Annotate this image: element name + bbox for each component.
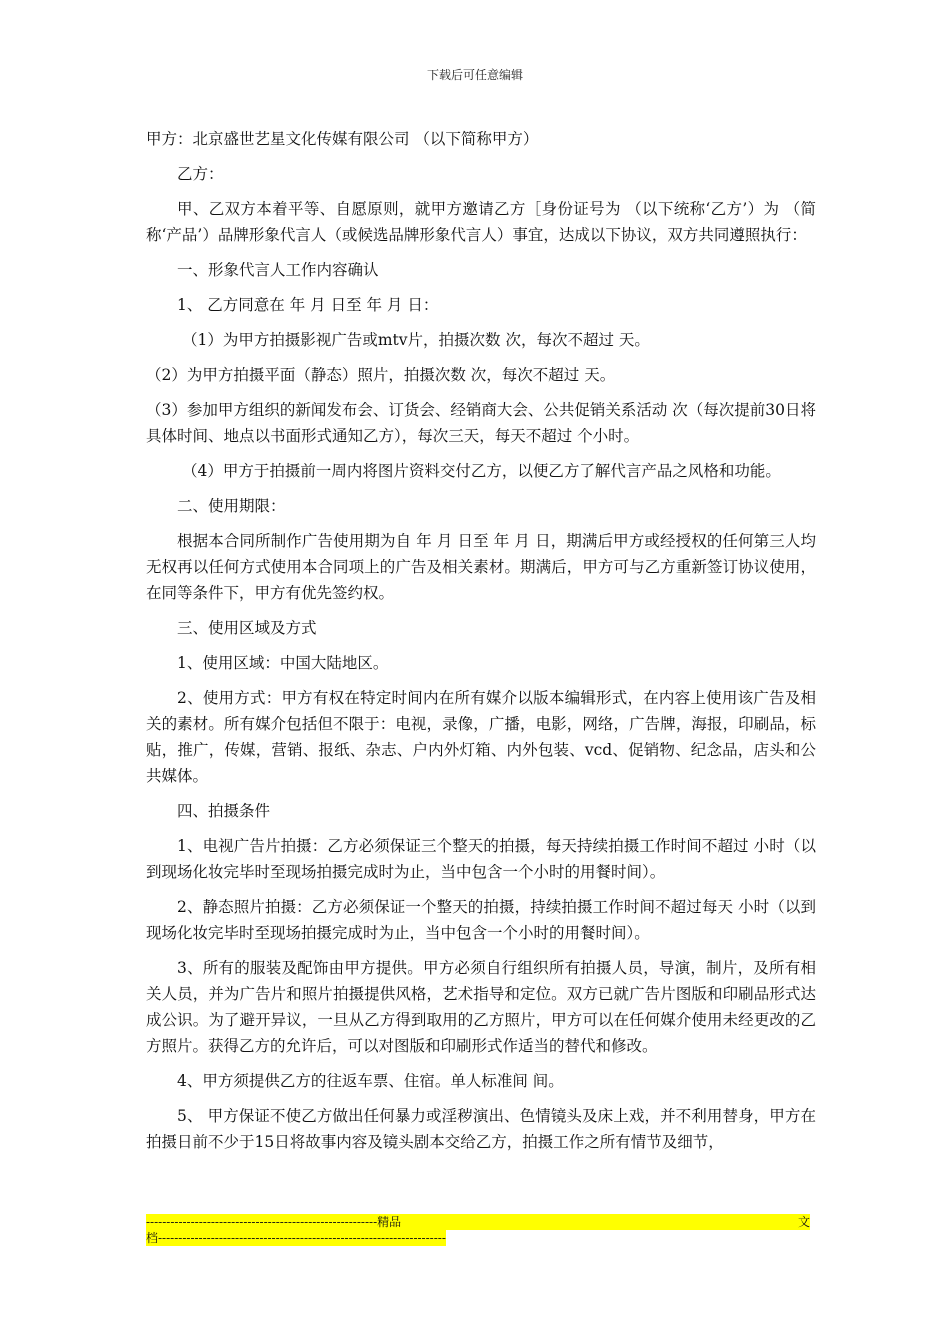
- section-heading-4: 四、拍摄条件: [177, 802, 271, 820]
- clause-1-1: 1、 乙方同意在 年 月 日至 年 月 日：: [177, 296, 439, 314]
- footer-banner: [146, 1214, 810, 1246]
- clause-1-1-item-4: （4）甲方于拍摄前一周内将图片资料交付乙方，以便乙方了解代言产品之风格和功能。: [182, 462, 781, 480]
- footer-dashes: ---------------------------------------------------------: [146, 1215, 378, 1229]
- clause-3-1: 1、使用区域：中国大陆地区。: [177, 654, 389, 672]
- clause-4-2: 2、静态照片拍摄：乙方必须保证一个整天的拍摄，持续拍摄工作时间不超过每天 小时（以到现场化妆完毕时至现场拍摄完成时为止，当中包含一个小时的用餐时间）。: [146, 898, 816, 942]
- clause-1-1-item-2: （2）为甲方拍摄平面（静态）照片，拍摄次数 次，每次不超过 天。: [146, 366, 616, 384]
- contract-body: [146, 126, 816, 1155]
- footer-line-1: [146, 1214, 810, 1230]
- page-header-note: 下载后可任意编辑: [426, 68, 523, 82]
- preamble-paragraph: 甲、乙双方本着平等、自愿原则，就甲方邀请乙方［身份证号为 （以下统称‘乙方’）为 （简称‘产品’）品牌形象代言人（或候选品牌形象代言人）事宜，达成以下协议，双方共同遵照执行：: [146, 200, 816, 244]
- usage-period-paragraph: 根据本合同所制作广告使用期为自 年 月 日至 年 月 日，期满后甲方或经授权的任何第三人均无权再以任何方式使用本合同项上的广告及相关素材。期满后，甲方可与乙方重新签订协议使用，在同等条件下，甲方有优先签约权。: [146, 532, 816, 602]
- clause-4-5: 5、 甲方保证不使乙方做出任何暴力或淫秽演出、色情镜头及床上戏，并不利用替身，甲方在拍摄日前不少于15日将故事内容及镜头剧本交给乙方，拍摄工作之所有情节及细节，: [146, 1107, 816, 1151]
- clause-1-1-item-1: （1）为甲方拍摄影视广告或mtv片，拍摄次数 次，每次不超过 天。: [182, 331, 650, 349]
- section-heading-3: 三、使用区域及方式: [177, 619, 317, 637]
- section-heading-2: 二、使用期限：: [177, 497, 286, 515]
- clause-4-4: 4、甲方须提供乙方的往返车票、住宿。单人标准间 间。: [177, 1072, 564, 1090]
- clause-3-2: 2、使用方式：甲方有权在特定时间内在所有媒介以版本编辑形式，在内容上使用该广告及相关的素材。所有媒介包括但不限于：电视，录像，广播，电影，网络，广告牌，海报，印刷品，标贴，推广，传媒，营销、报纸、杂志、户内外灯箱、内外包装、vcd、促销物、纪念品，店头和公共媒体。: [146, 689, 816, 785]
- footer-line-2: 档-----------------------------------------------------------------------: [146, 1231, 446, 1245]
- section-heading-1: 一、形象代言人工作内容确认: [177, 261, 379, 279]
- footer-word-pin: 品: [389, 1215, 402, 1229]
- footer-word-jing: 精: [377, 1215, 390, 1229]
- clause-1-1-item-3: （3）参加甲方组织的新闻发布会、订货会、经销商大会、公共促销关系活动 次（每次提前30日将具体时间、地点以书面形式通知乙方），每次三天，每天不超过 个小时。: [146, 401, 817, 445]
- party-a-line: 甲方：北京盛世艺星文化传媒有限公司 （以下简称甲方）: [146, 130, 539, 148]
- footer-word-wen: 文: [797, 1215, 810, 1229]
- party-b-line: 乙方：: [177, 165, 224, 183]
- clause-4-3: 3、所有的服装及配饰由甲方提供。甲方必须自行组织所有拍摄人员，导演，制片，及所有相关人员，并为广告片和照片拍摄提供风格，艺术指导和定位。双方已就广告片图版和印刷品形式达成公识。为了避开异议，一旦从乙方得到取用的乙方照片，甲方可以在任何媒介使用未经更改的乙方照片。获得乙方的允许后，可以对图版和印刷形式作适当的替代和修改。: [146, 959, 816, 1055]
- clause-4-1: 1、电视广告片拍摄：乙方必须保证三个整天的拍摄，每天持续拍摄工作时间不超过 小时（以到现场化妆完毕时至现场拍摄完成时为止，当中包含一个小时的用餐时间）。: [146, 837, 816, 881]
